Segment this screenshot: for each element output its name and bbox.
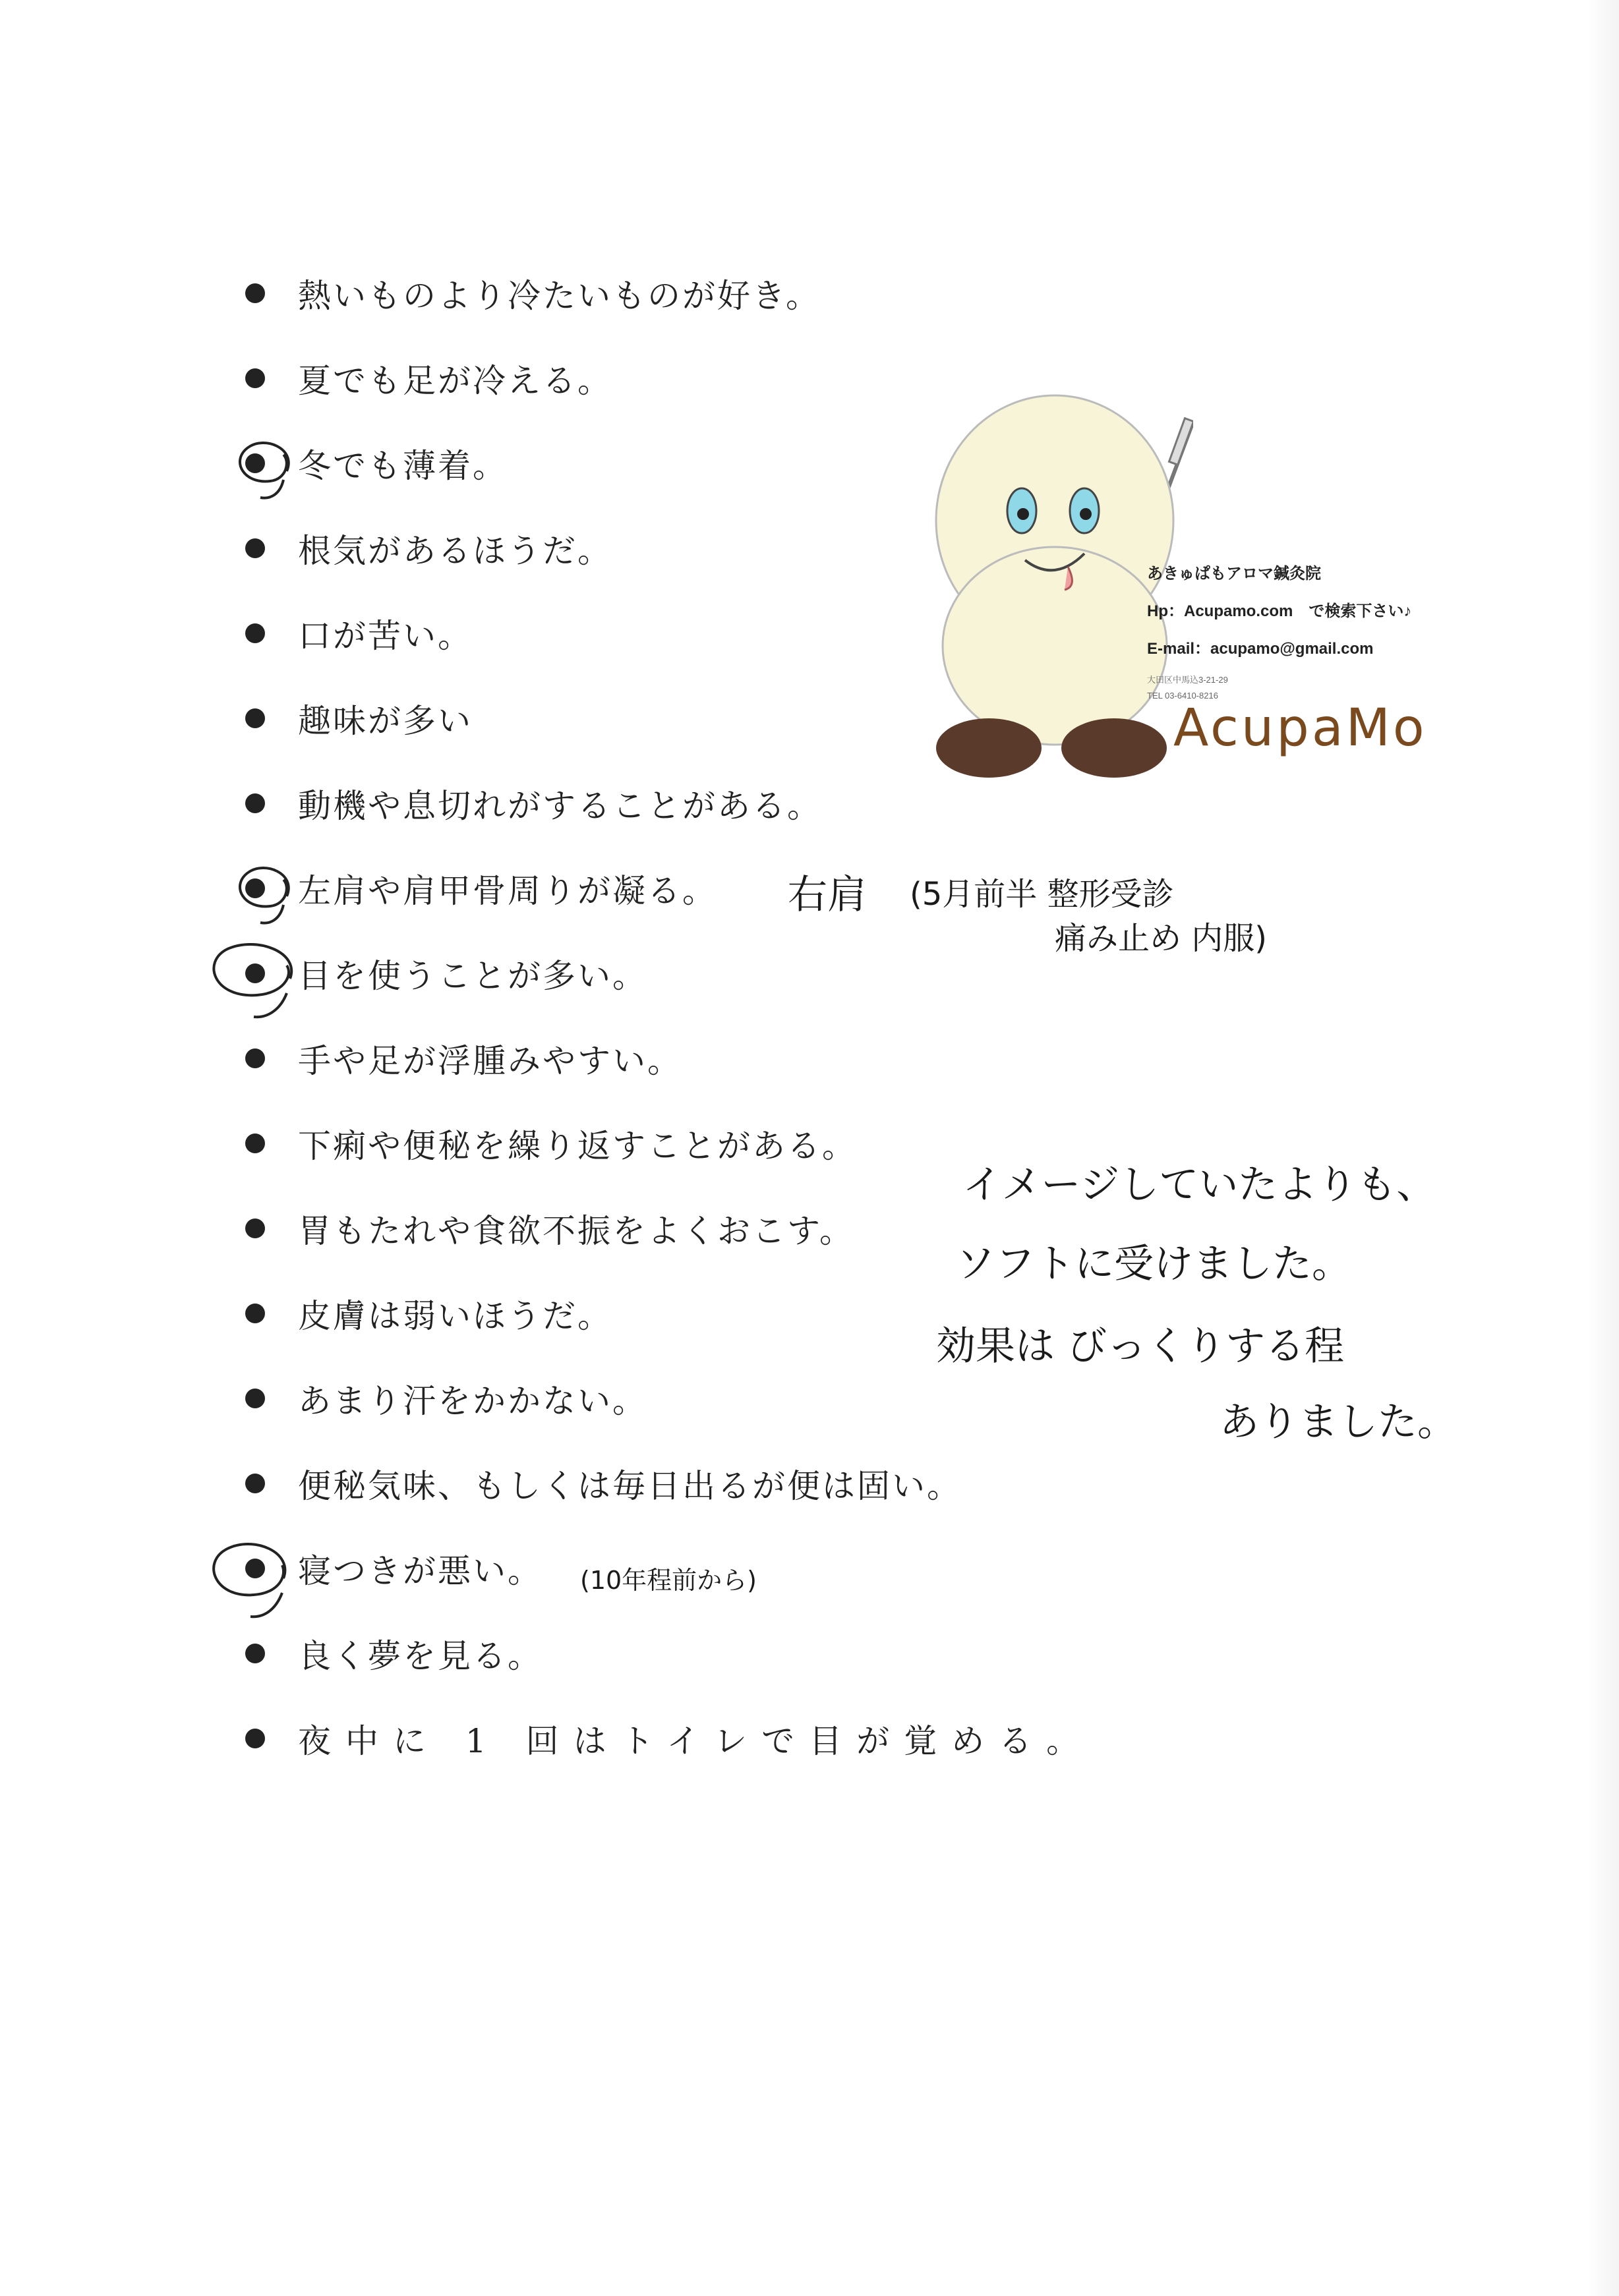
list-item <box>245 349 612 408</box>
clinic-hp: Hp：Acupamo.com で検索下さい♪ <box>1147 602 1412 620</box>
handwritten-comment-line: イメージしていたよりも、 <box>962 1162 1436 1208</box>
hand-check-mark-icon <box>224 422 303 507</box>
bullet-icon <box>245 623 265 643</box>
bullet-icon <box>245 793 265 813</box>
list-item <box>245 689 473 748</box>
list-item <box>245 1114 857 1173</box>
list-item-text: 熱いものより冷たいものが好き。 <box>298 277 821 315</box>
list-item <box>245 1709 1094 1768</box>
list-item <box>245 1624 543 1683</box>
list-item <box>245 774 822 833</box>
list-item-text: 手や足が浮腫みやすい。 <box>298 1042 682 1080</box>
list-item-text: 夏でも足が冷える。 <box>298 362 612 400</box>
handwritten-note: 右肩 <box>788 872 867 918</box>
list-item-text: 左肩や肩甲骨周りが凝る。 <box>298 872 717 910</box>
list-item <box>245 1454 962 1513</box>
handwritten-note: (10年程前から) <box>580 1566 757 1595</box>
bullet-icon <box>245 1729 265 1748</box>
bullet-icon <box>245 283 265 303</box>
clinic-name: あきゅぱもアロマ鍼灸院 <box>1147 565 1321 583</box>
clinic-email: E-mail：acupamo@gmail.com <box>1147 640 1374 658</box>
bullet-icon <box>245 1134 265 1153</box>
clinic-address: 大田区中馬込3-21-29 <box>1147 675 1228 685</box>
handwritten-comment-line: ソフトに受けました。 <box>956 1241 1351 1287</box>
hand-check-mark-icon <box>198 1526 303 1624</box>
bullet-icon <box>245 708 265 728</box>
handwritten-comment-line: ありました。 <box>1220 1399 1457 1445</box>
list-item <box>245 604 473 663</box>
bullet-icon <box>245 1389 265 1408</box>
list-item <box>245 1029 682 1088</box>
hand-check-mark-icon <box>224 847 303 933</box>
list-item-text: 夜中に 1 回はトイレで目が覚める。 <box>298 1722 1094 1760</box>
list-item-text: 趣味が多い <box>298 702 473 740</box>
hand-check-mark-icon <box>198 926 310 1025</box>
list-item-text: 寝つきが悪い。 <box>298 1552 543 1590</box>
bullet-icon <box>245 1474 265 1493</box>
list-item-text: 根気があるほうだ。 <box>298 532 612 570</box>
list-item <box>245 1369 647 1428</box>
list-item-text: 動機や息切れがすることがある。 <box>298 787 822 825</box>
list-item <box>245 859 717 918</box>
list-item-text: 便秘気味、もしくは毎日出るが便は固い。 <box>298 1467 962 1505</box>
list-item-text: 胃もたれや食欲不振をよくおこす。 <box>298 1212 854 1250</box>
list-item-text: 下痢や便秘を繰り返すことがある。 <box>298 1127 857 1165</box>
handwritten-comment-line: 効果は びっくりする程 <box>936 1323 1345 1369</box>
list-item-text: 目を使うことが多い。 <box>298 957 647 995</box>
list-item <box>245 519 612 578</box>
list-item-text: 冬でも薄着。 <box>298 447 508 485</box>
bullet-icon <box>245 368 265 388</box>
handwritten-note: (5月前半 整形受診 <box>910 876 1174 913</box>
list-item <box>245 264 821 323</box>
list-item <box>245 1284 612 1343</box>
list-item-text: 皮膚は弱いほうだ。 <box>298 1297 612 1335</box>
list-item <box>245 1199 854 1258</box>
clinic-phone: TEL 03-6410-8216 <box>1147 691 1218 701</box>
bullet-icon <box>245 1644 265 1663</box>
list-item-text: 良く夢を見る。 <box>298 1637 543 1675</box>
list-item-text: あまり汗をかかない。 <box>298 1382 647 1420</box>
list-item-text: 口が苦い。 <box>298 617 473 655</box>
bullet-icon <box>245 1304 265 1323</box>
handwritten-note: 痛み止め 内服) <box>1055 920 1267 957</box>
bullet-icon <box>245 1219 265 1238</box>
business-card <box>1147 560 1412 706</box>
bullet-icon <box>245 538 265 558</box>
bullet-icon <box>245 1048 265 1068</box>
brand-logo: AcupaMo <box>1173 699 1427 758</box>
